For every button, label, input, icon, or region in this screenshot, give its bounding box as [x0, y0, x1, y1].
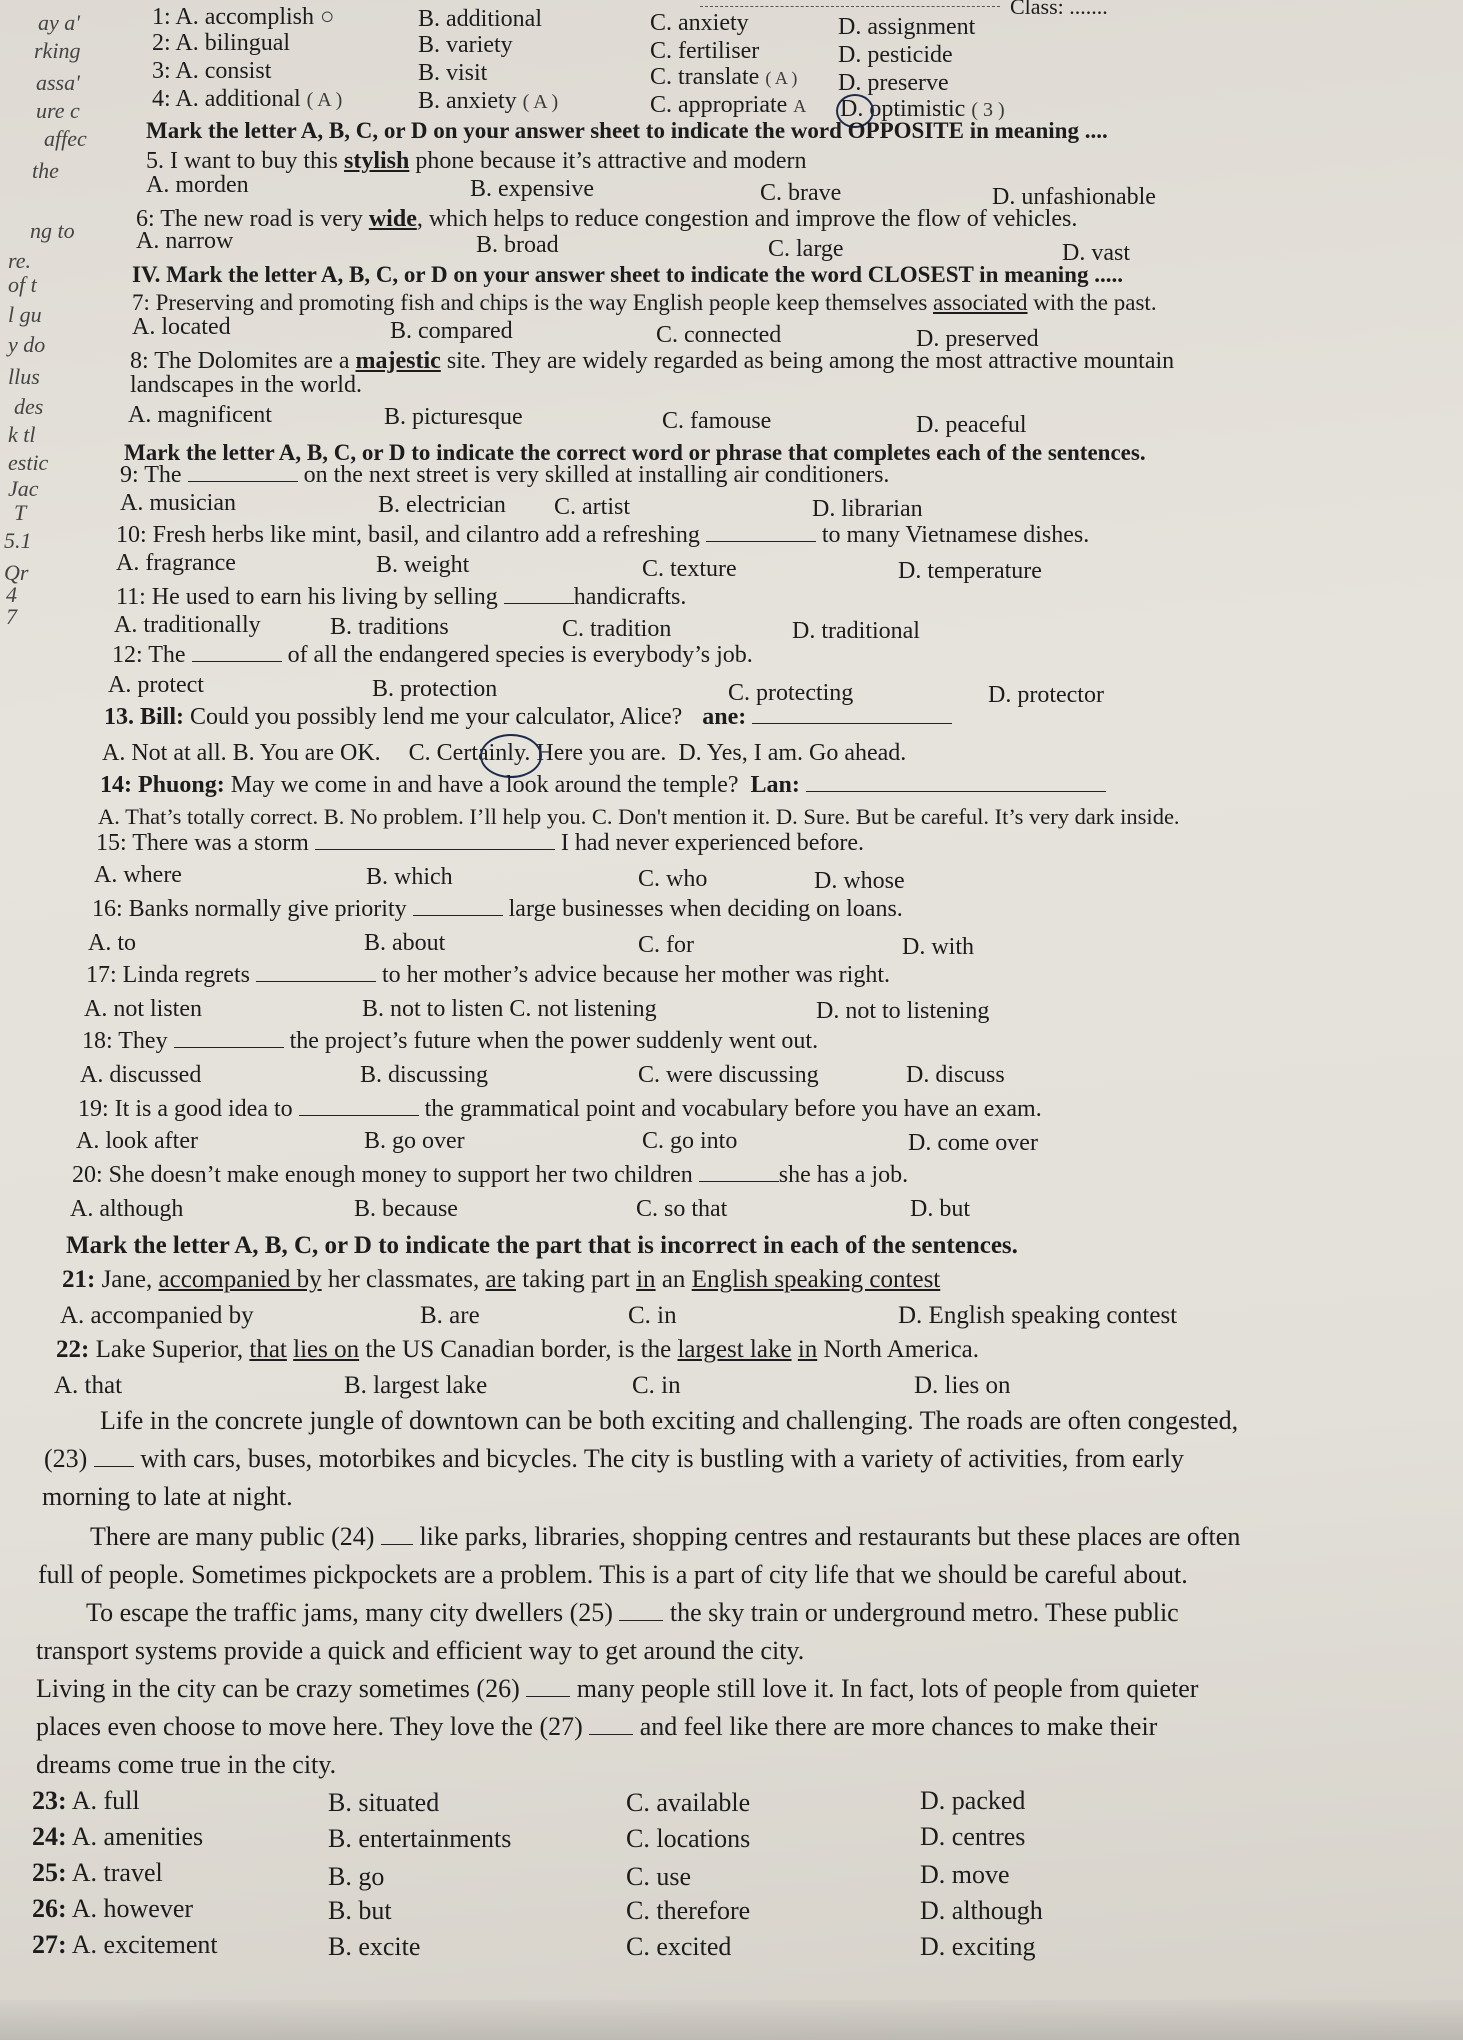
margin-fragment: k tl: [8, 422, 36, 447]
margin-fragment: Qr: [4, 560, 29, 585]
option-b: B. compared: [390, 318, 513, 344]
margin-fragment: the: [32, 158, 59, 183]
margin-fragment: assa': [36, 70, 80, 95]
option-c: C. protecting: [728, 680, 854, 706]
option-d: D. traditional: [792, 618, 920, 644]
option-c: C. tradition: [562, 616, 672, 642]
handwritten-mark: ○: [320, 4, 335, 30]
option-a: A. located: [132, 314, 231, 340]
reading-question-23: 23: A. full: [32, 1786, 140, 1815]
margin-fragment: Jac: [8, 476, 39, 501]
option-d: D. not to listening: [816, 998, 990, 1024]
question-22: 22: Lake Superior, that lies on the US Canadian border, is the largest lake in North America.: [56, 1336, 980, 1363]
question-14: 14: Phuong: May we come in and have a look around the temple? Lan:: [100, 772, 1106, 799]
passage-line: morning to late at night.: [42, 1482, 293, 1511]
option-a: A. traditionally: [114, 612, 261, 638]
passage-line: To escape the traffic jams, many city dwellers (25) the sky train or underground metro. These public: [86, 1598, 1179, 1627]
option-d: D. assignment: [838, 14, 976, 40]
option-b: B. largest lake: [344, 1372, 488, 1399]
option-d: D. preserved: [916, 326, 1039, 352]
answer-blank[interactable]: [256, 963, 376, 982]
option-c: C. anxiety: [650, 10, 749, 36]
question-7: 7: Preserving and promoting fish and chips is the way English people keep themselves associated with the past.: [132, 290, 1157, 315]
margin-fragment: of t: [8, 272, 37, 297]
header-dotted-line: [700, 6, 1000, 7]
question-17: 17: Linda regrets to her mother’s advice because her mother was right.: [86, 962, 890, 988]
option-a: A. although: [70, 1196, 184, 1222]
key-word: associated: [933, 290, 1028, 315]
option-c: C. appropriate A: [650, 92, 807, 118]
margin-fragment: ay a': [38, 10, 80, 35]
page-bottom-shadow: [0, 2000, 1463, 2040]
instruction-error: Mark the letter A, B, C, or D to indicate the part that is incorrect in each of the sentences.: [66, 1232, 1018, 1259]
option-b: B. because: [354, 1196, 458, 1222]
answer-blank[interactable]: [752, 705, 952, 724]
question-19: 19: It is a good idea to the grammatical point and vocabulary before you have an exam.: [78, 1096, 1042, 1122]
instruction-closest: IV. Mark the letter A, B, C, or D on your answer sheet to indicate the word CLOSEST in meaning .....: [132, 262, 1123, 287]
margin-fragment: 4: [6, 582, 17, 607]
margin-fragment: ure c: [36, 98, 80, 123]
option-a: A. to: [88, 930, 136, 956]
instruction-opposite: Mark the letter A, B, C, or D on your answer sheet to indicate the word OPPOSITE in meaning ....: [146, 118, 1108, 143]
option-c: C. brave: [760, 180, 842, 206]
option-a: A. morden: [146, 172, 249, 198]
answer-blank[interactable]: [174, 1029, 284, 1048]
option-a: A. not listen: [84, 996, 202, 1022]
option-d: D. pesticide: [838, 42, 953, 68]
option-b: B. broad: [476, 232, 559, 258]
answer-blank[interactable]: [299, 1097, 419, 1116]
option-c: C. in: [632, 1372, 681, 1399]
option-d: D. lies on: [914, 1372, 1011, 1399]
question-2: 2: A. bilingual: [152, 30, 291, 56]
option-c: C. were discussing: [638, 1062, 819, 1088]
option-b: B. situated: [328, 1788, 440, 1817]
option-b: B. go over: [364, 1128, 465, 1154]
option-a: A. protect: [108, 672, 204, 698]
option-b: B. variety: [418, 32, 513, 58]
option-c: C. who: [638, 866, 708, 892]
question-9: 9: The on the next street is very skilled at installing air conditioners.: [120, 462, 890, 488]
option-c: C. so that: [636, 1196, 728, 1222]
question-3: 3: A. consist: [152, 58, 272, 84]
option-a: A. that: [54, 1372, 123, 1399]
handwritten-mark: ( A ): [522, 91, 559, 113]
option-b: B. anxiety ( A ): [418, 88, 559, 114]
answer-blank[interactable]: [188, 463, 298, 482]
question-10: 10: Fresh herbs like mint, basil, and cilantro add a refreshing to many Vietnamese dishes.: [116, 522, 1090, 548]
option-d: D. preserve: [838, 70, 949, 96]
question-20: 20: She doesn’t make enough money to support her two children she has a job.: [72, 1162, 909, 1188]
passage-line: (23) with cars, buses, motorbikes and bicycles. The city is bustling with a variety of activities, from early: [44, 1444, 1184, 1473]
question-21: 21: Jane, accompanied by her classmates, are taking part in an English speaking contest: [62, 1266, 941, 1293]
option-c: C. available: [626, 1788, 751, 1817]
answer-blank[interactable]: [504, 585, 574, 604]
handwritten-mark: ( A ): [765, 68, 798, 88]
key-word: majestic: [355, 348, 441, 374]
passage-line: full of people. Sometimes pickpockets are a problem. This is a part of city life that we should be careful about.: [38, 1560, 1188, 1589]
option-b: B. about: [364, 930, 446, 956]
margin-fragment: ng to: [30, 218, 75, 243]
question-16: 16: Banks normally give priority large businesses when deciding on loans.: [92, 896, 903, 922]
answer-blank[interactable]: [589, 1716, 633, 1735]
reading-question-24: 24: A. amenities: [32, 1822, 204, 1851]
option-c: C. artist: [554, 494, 630, 520]
margin-fragment: 5.1: [4, 528, 32, 553]
option-d: D. with: [902, 934, 974, 960]
key-word: stylish: [344, 148, 410, 174]
option-c: C. in: [628, 1302, 677, 1329]
option-c: C. locations: [626, 1824, 751, 1853]
option-c: C. translate ( A ): [650, 64, 798, 90]
option-c: C. fertiliser: [650, 38, 760, 64]
margin-fragment: llus: [8, 364, 40, 389]
answer-blank[interactable]: [315, 831, 555, 850]
question-13: 13. Bill: Could you possibly lend me your calculator, Alice? ane:: [104, 704, 952, 731]
option-d: D. English speaking contest: [898, 1302, 1178, 1329]
question-4: 4: A. additional ( A ): [152, 86, 343, 112]
option-c: C. texture: [642, 556, 737, 582]
option-c: C. excited: [626, 1932, 732, 1961]
answer-blank[interactable]: [381, 1526, 413, 1545]
option-b: B. additional: [418, 6, 542, 32]
option-b: B. but: [328, 1896, 392, 1925]
option-a: A. musician: [120, 490, 236, 516]
passage-line: Living in the city can be crazy sometimes (26) many people still love it. In fact, lots of people from quieter: [36, 1674, 1199, 1703]
option-a: A. where: [94, 862, 182, 888]
margin-fragment: y do: [8, 332, 46, 357]
answer-blank[interactable]: [94, 1448, 134, 1467]
answer-blank[interactable]: [706, 523, 816, 542]
margin-fragment: affec: [44, 126, 87, 151]
question-18: 18: They the project’s future when the power suddenly went out.: [82, 1028, 819, 1054]
option-b: B. visit: [418, 60, 488, 86]
option-d: D. unfashionable: [992, 184, 1156, 210]
question-6: 6: The new road is very wide, which helps to reduce congestion and improve the flow of vehicles.: [136, 206, 1078, 232]
margin-fragment: estic: [8, 450, 49, 475]
handwritten-mark: ( 3 ): [971, 99, 1005, 121]
option-b: B. excite: [328, 1932, 421, 1961]
option-c: C. use: [626, 1862, 691, 1891]
option-b: B. entertainments: [328, 1824, 512, 1853]
option-c: C. go into: [642, 1128, 738, 1154]
option-d: D. but: [910, 1196, 970, 1222]
option-d: D. centres: [920, 1822, 1026, 1851]
option-c: C. therefore: [626, 1896, 751, 1925]
option-a: A. magnificent: [128, 402, 272, 428]
option-b: B. electrician: [378, 492, 506, 518]
option-c: C. large: [768, 236, 844, 262]
option-b: B. protection: [372, 676, 498, 702]
question-11: 11: He used to earn his living by selling handicrafts.: [116, 584, 687, 610]
option-b: B. picturesque: [384, 404, 523, 430]
option-c: C. famouse: [662, 408, 772, 434]
margin-fragment: 7: [6, 604, 17, 629]
handwritten-mark: A: [793, 96, 807, 116]
reading-question-25: 25: A. travel: [32, 1858, 163, 1887]
passage-line: dreams come true in the city.: [36, 1750, 337, 1779]
margin-fragment: l gu: [8, 302, 42, 327]
option-d: D. exciting: [920, 1932, 1036, 1961]
instruction-complete: Mark the letter A, B, C, or D to indicate the correct word or phrase that completes each of the sentences.: [124, 440, 1146, 465]
option-d: D. discuss: [906, 1062, 1005, 1088]
question-1: 1: A. accomplish ○: [152, 4, 335, 30]
key-word: wide: [368, 206, 417, 232]
handwritten-mark: ( A ): [306, 89, 343, 111]
answer-blank[interactable]: [699, 1163, 779, 1182]
option-b: B. which: [366, 864, 453, 890]
option-b: B. discussing: [360, 1062, 489, 1088]
option-b: B. weight: [376, 552, 470, 578]
option-a: A. discussed: [80, 1062, 202, 1088]
margin-fragment: re.: [8, 248, 32, 273]
option-a: A. accompanied by: [60, 1302, 254, 1329]
answer-blank[interactable]: [413, 897, 503, 916]
question-8-line-2: landscapes in the world.: [130, 372, 362, 398]
class-label: Class: .......: [1010, 0, 1108, 19]
answer-blank[interactable]: [619, 1602, 663, 1621]
option-b: B. traditions: [330, 614, 449, 640]
reading-question-26: 26: A. however: [32, 1894, 194, 1923]
passage-line: places even choose to move here. They love the (27) and feel like there are more chances to make their: [36, 1712, 1158, 1741]
option-d: D. packed: [920, 1786, 1026, 1815]
option-b: B. are: [420, 1302, 480, 1329]
passage-line: Life in the concrete jungle of downtown can be both exciting and challenging. The roads are often congested,: [100, 1406, 1239, 1435]
question-15: 15: There was a storm I had never experienced before.: [96, 830, 865, 856]
margin-fragment: des: [14, 394, 44, 419]
option-a: A. fragrance: [116, 550, 236, 576]
option-d: D. peaceful: [916, 412, 1027, 438]
option-a: A. look after: [76, 1128, 198, 1154]
answer-blank[interactable]: [806, 773, 1106, 792]
option-b: B. not to listen C. not listening: [362, 996, 657, 1022]
option-d: D. librarian: [812, 496, 923, 522]
option-a: A. narrow: [136, 228, 234, 254]
option-d: D. temperature: [898, 558, 1042, 584]
option-d: D. come over: [908, 1130, 1038, 1156]
option-b: B. go: [328, 1862, 385, 1891]
option-d: D. protector: [988, 682, 1104, 708]
question-8: 8: The Dolomites are a majestic site. They are widely regarded as being among the most attractive mountain: [130, 348, 1175, 374]
option-d: D. vast: [1062, 240, 1130, 266]
question-5: 5. I want to buy this stylish phone because it’s attractive and modern: [146, 148, 807, 174]
margin-fragment: T: [14, 500, 27, 525]
option-d: D. although: [920, 1896, 1043, 1925]
option-c: C. connected: [656, 322, 782, 348]
question-14-options: A. That’s totally correct. B. No problem. I’ll help you. C. Don't mention it. D. Sure. But be careful. It’s very dark inside.: [98, 804, 1180, 829]
question-12: 12: The of all the endangered species is everybody’s job.: [112, 642, 753, 668]
option-c: C. for: [638, 932, 694, 958]
answer-blank[interactable]: [192, 643, 282, 662]
margin-fragment: rking: [34, 38, 81, 63]
option-d: D. whose: [814, 868, 905, 894]
previous-page-margin: [0, 0, 118, 640]
question-13-options: A. Not at all. B. You are OK. C. Certainly. Here you are. D. Yes, I am. Go ahead.: [102, 740, 907, 766]
option-d: D. optimistic ( 3 ): [840, 96, 1005, 122]
answer-blank[interactable]: [526, 1678, 570, 1697]
passage-line: transport systems provide a quick and efficient way to get around the city.: [36, 1636, 805, 1665]
reading-question-27: 27: A. excitement: [32, 1930, 218, 1959]
passage-line: There are many public (24) like parks, libraries, shopping centres and restaurants but these places are often: [90, 1522, 1241, 1551]
option-d: D. move: [920, 1860, 1010, 1889]
option-b: B. expensive: [470, 176, 594, 202]
